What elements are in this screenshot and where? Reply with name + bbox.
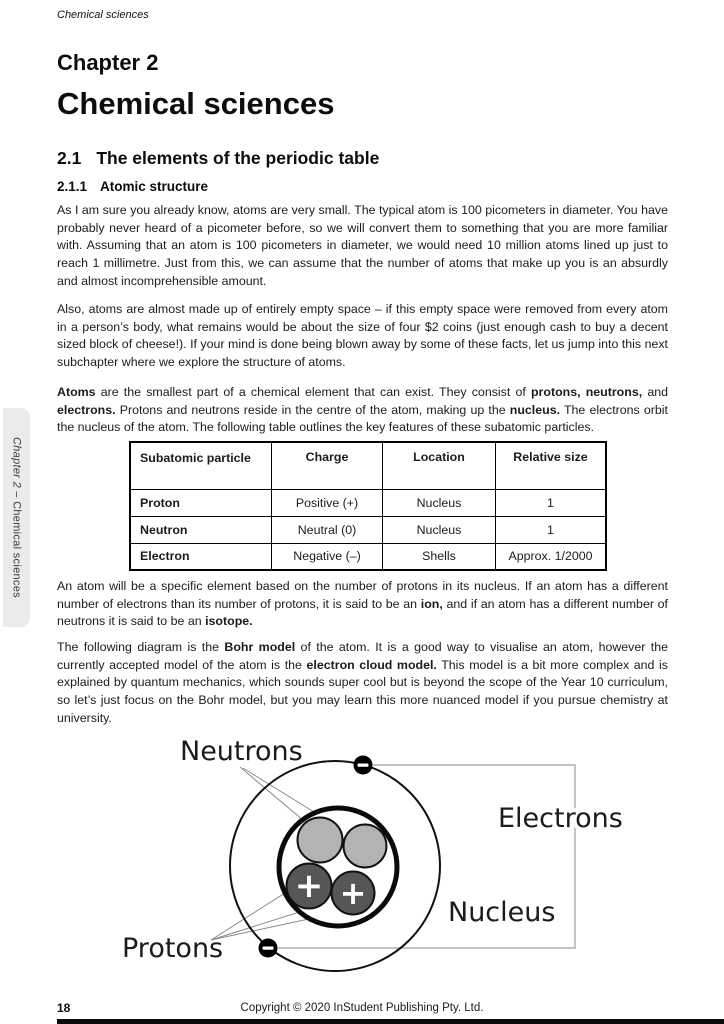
table-header-row [130,442,606,489]
chapter-side-tab [3,408,30,627]
proton-plus-symbol: + [339,874,367,912]
table-cell: 1 [496,516,607,543]
page-title: Chemical sciences [57,86,335,121]
neutron-particle [344,825,387,868]
running-header: Chemical sciences [57,9,149,21]
column-header: Charge [272,442,383,489]
table-cell: Proton [130,489,272,516]
subatomic-particles-table [129,441,607,571]
side-tab-chapter-text: Chapter 2 – [10,437,23,502]
paragraph-atoms-definition: Atoms are the smallest part of a chemical element that can exist. They consist of protons, neutrons, and electrons. Protons and neutrons reside in the centre of the atom, making up the nucleus. The electrons orbit the nucleus of the atom. The following table outlines the key features of these subatomic particles. [57,385,668,435]
column-header: Subatomic particle [130,442,272,489]
table-cell: Approx. 1/2000 [496,543,607,570]
nucleus-label: Nucleus [448,897,556,928]
section-heading [57,148,379,169]
table-row [130,516,606,543]
table-cell: 1 [496,489,607,516]
section-title: The elements of the periodic table [96,148,380,168]
table-cell: Positive (+) [272,489,383,516]
protons-label: Protons [122,933,224,964]
electron-minus-symbol [263,947,274,950]
paragraph-atom-size: As I am sure you already know, atoms are very small. The typical atom is 100 picometers in diameter. You have probably never heard of a picometer before, so we will convert them to something that you are more familiar with. Assuming that an atom is 100 picometers in diameter, we would need 10 million atoms lined up just to reach 1 millimetre. Just from this, we can assume that the number of atoms that make up you is an absurdly and almost incomprehensible amount. [57,203,668,288]
table-cell: Negative (–) [272,543,383,570]
proton-plus-symbol: + [294,866,324,906]
paragraph-ion-isotope: An atom will be a specific element based on the number of protons in its nucleus. If an atom has a different number of electrons than its number of protons, it is said to be an ion, and if an atom has a different number of neutrons it is said to be an isotope. [57,579,668,629]
section-number: 2.1 [57,148,82,168]
page-number: 18 [57,1001,71,1015]
table-row [130,489,606,516]
neutron-particle [298,818,343,863]
column-header: Location [383,442,496,489]
subsection-title: Atomic structure [100,179,209,194]
column-header: Relative size [496,442,607,489]
table-cell: Neutron [130,516,272,543]
table-cell: Nucleus [383,489,496,516]
table-cell: Nucleus [383,516,496,543]
bottom-rule [57,1019,724,1024]
neutrons-label: Neutrons [180,736,303,767]
table-cell: Electron [130,543,272,570]
bohr-model-diagram [100,727,624,987]
table-cell: Shells [383,543,496,570]
side-tab-subject-text: Chemical sciences [10,501,23,598]
subsection-heading [57,179,208,194]
copyright-notice: Copyright © 2020 InStudent Publishing Pty. Ltd. [240,1002,484,1014]
table-row [130,543,606,570]
subsection-number: 2.1.1 [57,179,88,194]
electrons-label: Electrons [498,803,623,834]
electron-minus-symbol [358,764,369,767]
table-cell: Neutral (0) [272,516,383,543]
chapter-side-tab-label [11,437,23,598]
paragraph-bohr-model: The following diagram is the Bohr model of the atom. It is a good way to visualise an atom, however the currently accepted model of the atom is the electron cloud model. This model is a bit more complex and is explained by quantum mechanics, which sounds super cool but is beyond the scope of the Year 10 curriculum, so let’s just focus on the Bohr model, but you may learn this more nuanced model if you pursue chemistry at university. [57,640,668,725]
paragraph-empty-space: Also, atoms are almost made up of entirely empty space – if this empty space were removed from every atom in a person’s body, what remains would be about the size of four $2 coins (just enough cash to buy a decent sized block of cheese!). If your mind is done being blown away by some of these facts, let us jump into this next subchapter where we explore the structure of atoms. [57,302,668,370]
chapter-label: Chapter 2 [57,50,159,75]
